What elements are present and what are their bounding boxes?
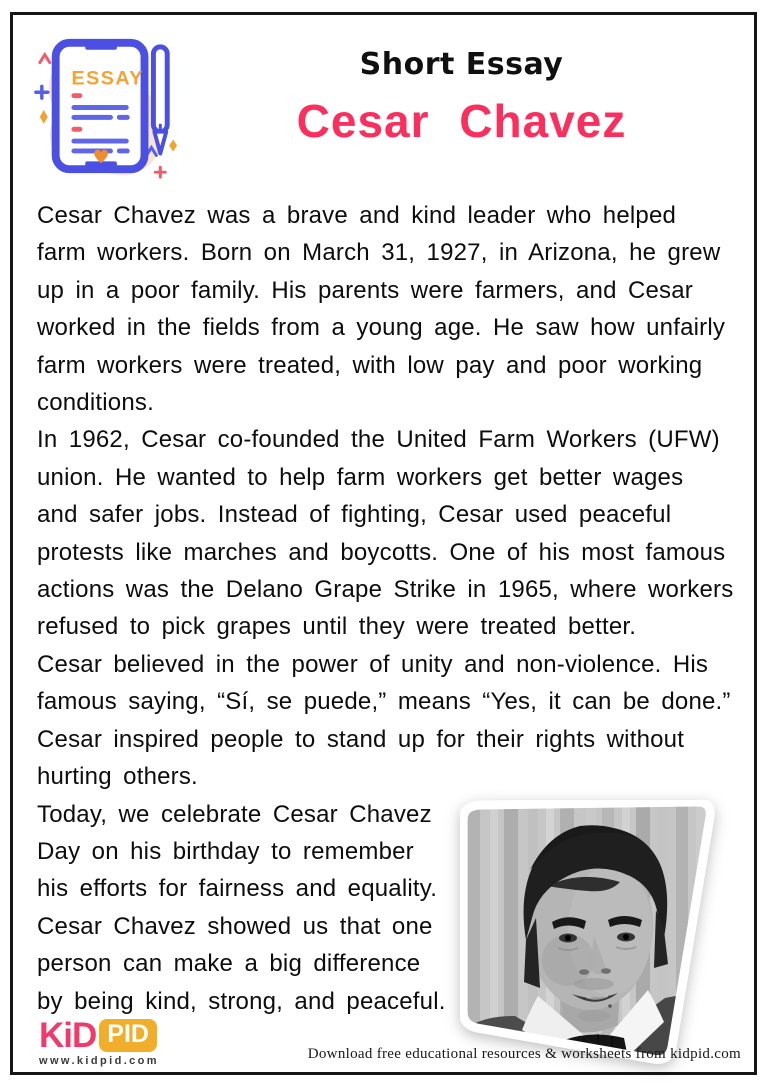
- kidpid-logo: [39, 1018, 159, 1067]
- essay-type-heading: Short Essay: [359, 47, 564, 82]
- header: [13, 15, 754, 183]
- essay-body: [13, 183, 754, 1068]
- logo-pid-badge: PID: [99, 1019, 157, 1052]
- essay-paragraph-2: In 1962, Cesar co-founded the United Farm Workers (UFW) union. He wanted to help farm workers get better wages and safer jobs. Instead of fighting, Cesar used peaceful protests like marches and boycotts. One of his most famous actions was the Delano Grape Strike in 1965, where workers refused to pick grapes until they were treated better.: [37, 426, 734, 641]
- logo-website-url: www.kidpid.com: [39, 1055, 159, 1067]
- page-title: Cesar Chavez: [296, 95, 627, 147]
- cesar-chavez-photo: [460, 800, 738, 1068]
- footer-download-note: Download free educational resources & worksheets from kidpid.com: [307, 1046, 741, 1062]
- page-border: [10, 12, 757, 1075]
- essay-paragraph-4: Today, we celebrate Cesar Chavez Day on his birthday to remember his efforts for fairness and equality. Cesar Chavez showed us that one person can make a big difference by being kind, strong, and peaceful.: [37, 800, 446, 1015]
- essay-paragraph-3: Cesar believed in the power of unity and non-violence. His famous saying, “Sí, se puede,” means “Yes, it can be done.” Cesar inspired people to stand up for their rights without hurting others.: [37, 650, 731, 791]
- logo-kid-text: KiD: [39, 1016, 97, 1055]
- essay-paragraph-1: Cesar Chavez was a brave and kind leader who helped farm workers. Born on March 31, 1927, in Arizona, he grew up in a poor family. His parents were farmers, and Cesar worked in the fields from a young age. He saw how unfairly farm workers were treated, with low pay and poor working conditions.: [37, 202, 726, 417]
- essay-icon: [29, 31, 185, 187]
- clipboard-icon: [56, 41, 145, 170]
- pen-icon: [153, 47, 167, 154]
- title-block: [185, 29, 738, 147]
- essay-icon-label: ESSAY: [71, 67, 144, 90]
